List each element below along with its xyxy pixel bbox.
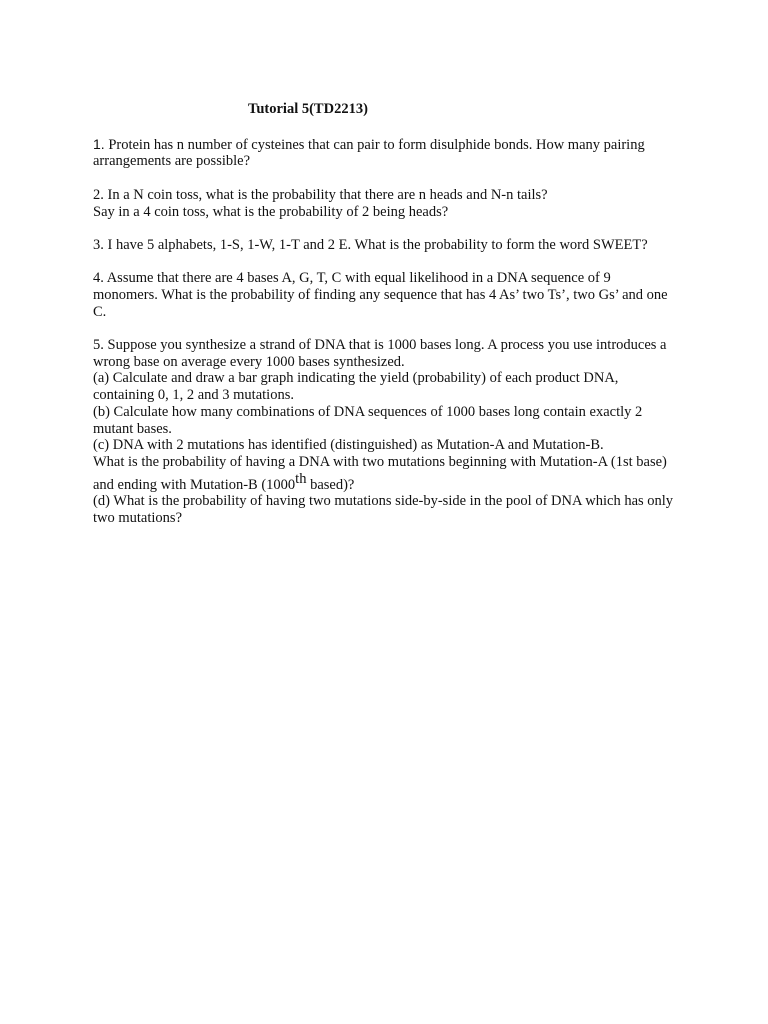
question-1-number: 1. (93, 135, 105, 152)
question-5c-followup-text-start: What is the probability of having a DNA with two mutations beginning with Mutation-A (1st base) and ending with Mutation-B (1000 (93, 454, 667, 493)
question-2 (93, 187, 675, 220)
question-5d: (d) What is the probability of having two mutations side-by-side in the pool of DNA which has only two mutations? (93, 493, 674, 526)
question-2-line-1: 2. In a N coin toss, what is the probability that there are n heads and N-n tails? (93, 186, 548, 203)
question-5b: (b) Calculate how many combinations of DNA sequences of 1000 bases long contain exactly 2 mutant bases. (93, 403, 643, 437)
question-1 (93, 136, 675, 170)
question-5 (93, 337, 675, 527)
ordinal-superscript: th (295, 470, 307, 487)
question-1-text: Protein has n number of cysteines that can pair to form disulphide bonds. How many pairing arrangements are possible? (93, 136, 645, 170)
document-title: Tutorial 5(TD2213) (248, 101, 368, 117)
document-body (93, 101, 675, 543)
question-5-intro: 5. Suppose you synthesize a strand of DNA that is 1000 bases long. A process you use introduces a wrong base on average every 1000 bases synthesized. (93, 337, 667, 370)
question-5a: (a) Calculate and draw a bar graph indicating the yield (probability) of each product DNA, containing 0, 1, 2 and 3 mutations. (93, 370, 619, 404)
question-4: 4. Assume that there are 4 bases A, G, T, C with equal likelihood in a DNA sequence of 9 monomers. What is the probability of finding any sequence that has 4 As’ two Ts’, two Gs’ and one C. (93, 270, 668, 320)
question-2-line-2: Say in a 4 coin toss, what is the probability of 2 being heads? (93, 203, 449, 220)
question-5c-followup-text-end: based)? (306, 476, 355, 493)
question-5c: (c) DNA with 2 mutations has identified (distinguished) as Mutation-A and Mutation-B. (93, 437, 604, 454)
question-3: 3. I have 5 alphabets, 1-S, 1-W, 1-T and 2 E. What is the probability to form the word SWEET? (93, 236, 648, 253)
question-5c-followup (93, 454, 675, 493)
